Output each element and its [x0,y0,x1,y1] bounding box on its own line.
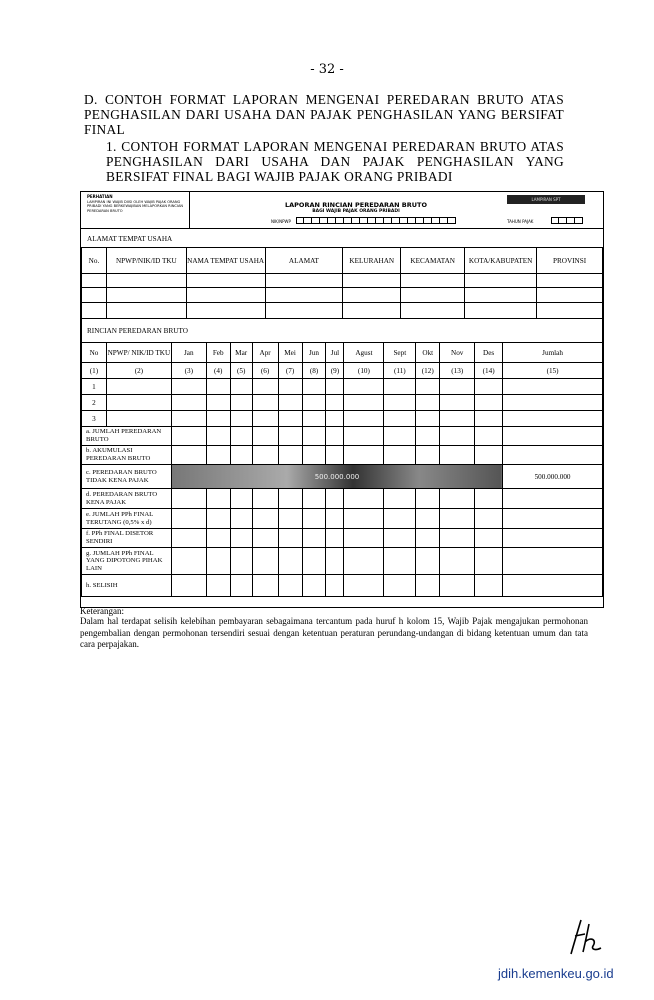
table-cell [344,575,384,597]
table-cell: Nov [440,343,475,363]
table-cell: Agust [344,343,384,363]
table-cell [230,427,252,446]
input-box[interactable] [416,217,424,224]
table-cell [503,395,603,411]
input-box[interactable] [432,217,440,224]
lampiran-badge: LAMPIRAN SPT [507,195,585,204]
table-cell [230,379,252,395]
table-cell [302,529,326,548]
table-cell [206,548,230,575]
summary-row [82,509,603,529]
table-cell [416,529,440,548]
table-cell [206,446,230,465]
table-row [82,395,603,411]
input-box[interactable] [328,217,336,224]
table-cell [416,489,440,509]
table-cell [344,529,384,548]
table-cell: No [82,343,107,363]
page-number: - 32 - [310,62,344,77]
table-cell [384,489,416,509]
form-subtitle: BAGI WAJIB PAJAK ORANG PRIBADI [312,209,400,214]
table-cell [302,489,326,509]
table-cell: 500.000.000 [503,465,603,489]
input-box[interactable] [448,217,456,224]
table-cell [475,411,503,427]
table-cell: (12) [416,363,440,379]
table-cell: 2 [82,395,107,411]
table-cell: Apr [252,343,278,363]
table-cell [440,509,475,529]
table-cell [206,575,230,597]
table-cell [302,411,326,427]
table-cell: (10) [344,363,384,379]
table-cell [475,427,503,446]
revenue-table [81,342,603,597]
table-cell [440,411,475,427]
table-cell [440,446,475,465]
table-cell [344,395,384,411]
table-cell: Mar [230,343,252,363]
table-cell: (6) [252,363,278,379]
summary-row [82,548,603,575]
table-cell [278,395,302,411]
table-cell [416,509,440,529]
table-cell [230,548,252,575]
table-cell [416,411,440,427]
table-cell [344,489,384,509]
table-cell: b. AKUMULASI PEREDARAN BRUTO [82,446,172,465]
table-cell: Jan [171,343,206,363]
table-cell: Sept [384,343,416,363]
table-row [82,274,603,288]
table-cell [475,529,503,548]
table-cell [416,427,440,446]
form-header [81,192,603,229]
table-cell [171,427,206,446]
table-row [82,411,603,427]
subsection-heading: 1. CONTOH FORMAT LAPORAN MENGENAI PEREDARAN BRUTO ATAS PENGHASILAN DARI USAHA DAN PAJAK PENGHASILAN YANG BERSIFAT FINAL BAGI WAJIB PAJAK ORANG PRIBADI [106,139,564,184]
table-cell [206,529,230,548]
table-cell [252,509,278,529]
table-cell [206,395,230,411]
input-box[interactable] [320,217,328,224]
table-cell [252,529,278,548]
input-box[interactable] [336,217,344,224]
keterangan-text: Dalam hal terdapat selisih kelebihan pembayaran sebagaimana tercantum pada huruf h kolom 15, Wajib Pajak mengajukan permohonan pengembalian dengan permohonan tersendiri sesuai dengan ketentuan peraturan perundang-undangan di bidang ketentuan umum dan tata cara perpajakan. [80,616,588,649]
table-cell [171,489,206,509]
table-cell [171,509,206,529]
input-box[interactable] [376,217,384,224]
keterangan-title: Keterangan: [80,606,124,616]
summary-row [82,489,603,509]
table-cell [416,575,440,597]
table-cell [503,509,603,529]
table-cell [503,548,603,575]
table-cell [230,411,252,427]
form-title: LAPORAN RINCIAN PEREDARAN BRUTO [285,201,427,209]
table-row [82,288,603,303]
table-cell [252,446,278,465]
table-cell: 3 [82,411,107,427]
table-cell [206,509,230,529]
table-cell [440,548,475,575]
table-cell: (7) [278,363,302,379]
table-cell: NPWP/NIK/ID TKU [106,248,186,274]
table-cell [278,575,302,597]
table-cell [326,489,344,509]
table-cell [503,489,603,509]
table-cell [171,446,206,465]
table-cell [475,395,503,411]
table-cell [106,411,171,427]
table-cell: a. JUMLAH PEREDARAN BRUTO [82,427,172,446]
table-cell [278,509,302,529]
table-cell: Jul [326,343,344,363]
summary-row [82,427,603,446]
input-box[interactable] [440,217,448,224]
table-cell [326,529,344,548]
table-cell [171,395,206,411]
tahun-pajak-input-boxes[interactable] [551,217,583,224]
table-cell [344,411,384,427]
table-cell [503,446,603,465]
table-cell: Des [475,343,503,363]
table-cell [440,575,475,597]
table-cell [326,509,344,529]
table-cell [171,575,206,597]
table-header [82,343,603,363]
table-cell: Jumlah [503,343,603,363]
divider [189,192,190,228]
table-cell [230,489,252,509]
table-cell [326,427,344,446]
input-box[interactable] [551,217,559,224]
table-cell: h. SELISIH [82,575,172,597]
table-cell [278,446,302,465]
table-cell [475,548,503,575]
table-cell [503,427,603,446]
input-box[interactable] [352,217,360,224]
table-cell [326,446,344,465]
summary-row [82,465,603,489]
table-cell [344,446,384,465]
table-cell [416,548,440,575]
table-cell [440,395,475,411]
table-cell: NPWP/ NIK/ID TKU [106,343,171,363]
table-cell [475,509,503,529]
table-cell [503,575,603,597]
table-cell [252,548,278,575]
table-cell: e. JUMLAH PPh FINAL TERUTANG (0,5% x d) [82,509,172,529]
table-cell [475,489,503,509]
section-heading: D. CONTOH FORMAT LAPORAN MENGENAI PEREDARAN BRUTO ATAS PENGHASILAN DARI USAHA DAN PAJAK PENGHASILAN YANG BERSIFAT FINAL [84,92,564,137]
table-cell [302,395,326,411]
table-cell [475,446,503,465]
table-cell [230,575,252,597]
table-cell [278,411,302,427]
table-cell [230,395,252,411]
table-cell: 1 [82,379,107,395]
npwp-label: NIK/NPWP [271,219,291,224]
table-cell [206,379,230,395]
input-box[interactable] [296,217,304,224]
table-cell [326,575,344,597]
table-cell [344,548,384,575]
table-cell [440,529,475,548]
table-cell [230,529,252,548]
input-box[interactable] [368,217,376,224]
table-cell [302,548,326,575]
input-box[interactable] [575,217,583,224]
input-box[interactable] [400,217,408,224]
table-cell [206,489,230,509]
table-cell [278,548,302,575]
table-cell [416,379,440,395]
table-cell [384,379,416,395]
table-cell [503,529,603,548]
table-cell [326,395,344,411]
table-cell [106,379,171,395]
table-cell: ALAMAT [265,248,343,274]
table-cell [171,411,206,427]
table-cell [278,379,302,395]
table-cell [384,427,416,446]
summary-row [82,446,603,465]
table-cell [384,575,416,597]
table-cell [302,427,326,446]
table-cell [106,395,171,411]
table-cell: KOTA/KABUPATEN [465,248,537,274]
table-header [82,248,603,274]
table-cell: (2) [106,363,171,379]
input-box[interactable] [408,217,416,224]
table-cell [475,379,503,395]
table-cell: Jun [302,343,326,363]
input-box[interactable] [344,217,352,224]
table-cell: NAMA TEMPAT USAHA [186,248,265,274]
table-cell: KECAMATAN [401,248,465,274]
table-cell: f. PPh FINAL DISETOR SENDIRI [82,529,172,548]
table-row [82,303,603,319]
table-cell [384,529,416,548]
table-cell [416,446,440,465]
input-box[interactable] [424,217,432,224]
table-cell [171,548,206,575]
table-cell: (11) [384,363,416,379]
table-cell [230,446,252,465]
table-cell: (1) [82,363,107,379]
input-box[interactable] [312,217,320,224]
table-cell [206,411,230,427]
table-cell: (14) [475,363,503,379]
table-cell [384,446,416,465]
table-cell [503,379,603,395]
column-number-row [82,363,603,379]
table-cell [440,489,475,509]
table-cell [252,489,278,509]
signature-initial [565,918,607,958]
table-cell [252,379,278,395]
table-cell [326,548,344,575]
input-box[interactable] [392,217,400,224]
input-box[interactable] [567,217,575,224]
shaded-cell: 500.000.000 [171,465,502,489]
table-cell [206,427,230,446]
report-form [80,191,604,608]
table-cell: Mei [278,343,302,363]
table-cell: (13) [440,363,475,379]
table-cell [416,395,440,411]
table-cell: Okt [416,343,440,363]
table-cell: (5) [230,363,252,379]
table-cell [440,379,475,395]
table-cell [252,427,278,446]
table-cell [503,411,603,427]
table-cell [384,411,416,427]
table-cell [278,529,302,548]
table-cell [344,379,384,395]
table-cell: Feb [206,343,230,363]
input-box[interactable] [384,217,392,224]
section2-title: RINCIAN PEREDARAN BRUTO [87,327,188,335]
table-cell [384,509,416,529]
table-cell [252,411,278,427]
summary-row [82,529,603,548]
table-cell [344,509,384,529]
table-cell: (4) [206,363,230,379]
table-cell [475,575,503,597]
table-cell: KELURAHAN [343,248,401,274]
table-cell [302,575,326,597]
npwp-input-boxes[interactable] [296,217,456,224]
table-cell [384,548,416,575]
table-cell [302,379,326,395]
table-cell [326,411,344,427]
input-box[interactable] [360,217,368,224]
table-cell [326,379,344,395]
table-row [82,379,603,395]
section1-title: ALAMAT TEMPAT USAHA [87,235,173,243]
table-cell [384,395,416,411]
perhatian-note: PERHATIAN LAMPIRAN INI WAJIB DIISI OLEH WAJIB PAJAK ORANG PRIBADI YANG BERKEWAJIBAN MELAPORKAN RINCIAN PEREDARAN BRUTO [87,194,184,213]
table-cell: g. JUMLAH PPh FINAL YANG DIPOTONG PIHAK LAIN [82,548,172,575]
table-cell [171,529,206,548]
tahun-pajak-label: TAHUN PAJAK [507,219,534,224]
table-cell [171,379,206,395]
table-cell [230,509,252,529]
table-cell: (15) [503,363,603,379]
table-cell [440,427,475,446]
table-cell: No. [82,248,107,274]
table-cell: d. PEREDARAN BRUTO KENA PAJAK [82,489,172,509]
table-cell [278,489,302,509]
table-cell: (3) [171,363,206,379]
table-cell: (8) [302,363,326,379]
table-cell [252,395,278,411]
footer-url[interactable]: jdih.kemenkeu.go.id [498,966,614,981]
table-cell: (9) [326,363,344,379]
table-cell [302,446,326,465]
table-cell [252,575,278,597]
input-box[interactable] [304,217,312,224]
summary-row [82,575,603,597]
table-cell [278,427,302,446]
table-cell [344,427,384,446]
table-cell: PROVINSI [537,248,603,274]
table-cell [302,509,326,529]
table-cell: c. PEREDARAN BRUTO TIDAK KENA PAJAK [82,465,172,489]
input-box[interactable] [559,217,567,224]
